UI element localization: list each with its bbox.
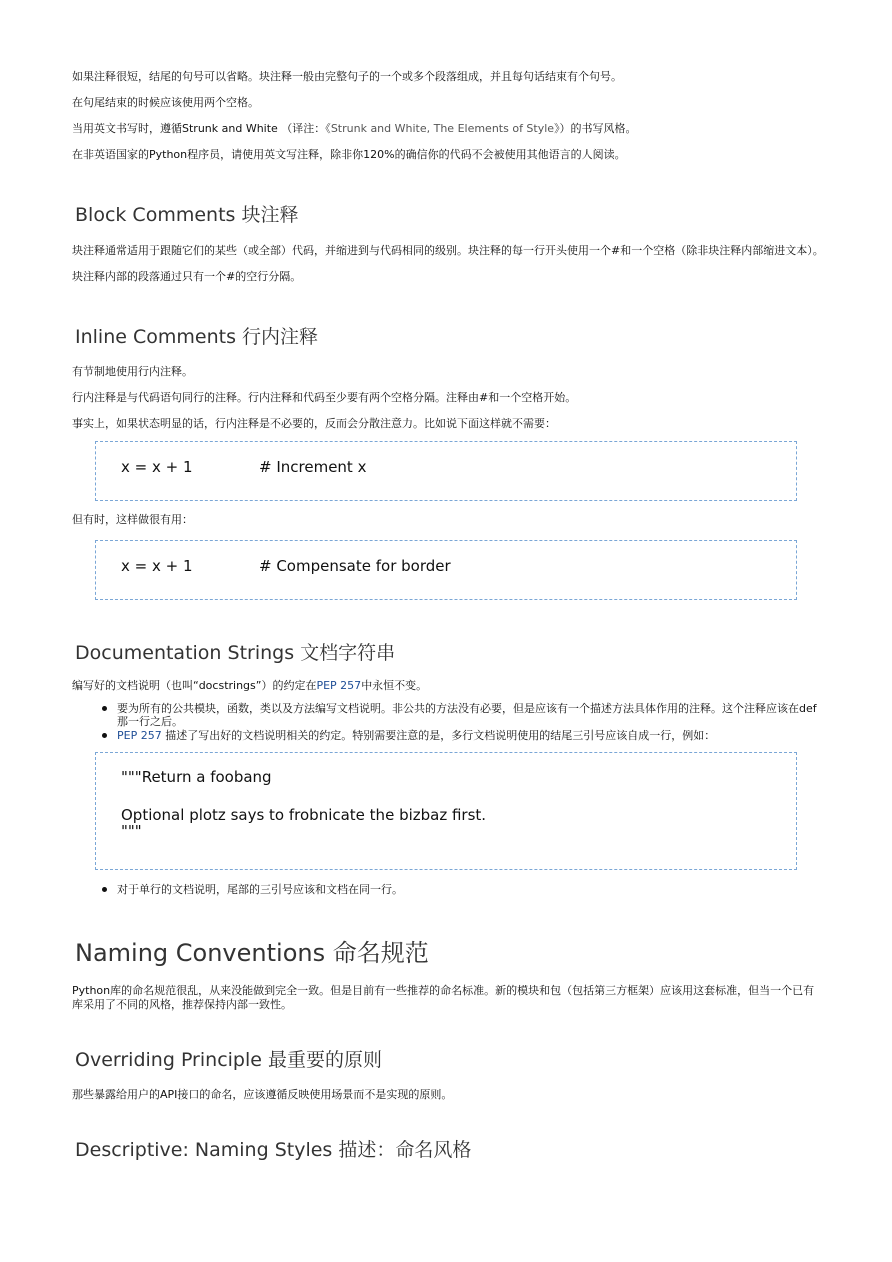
code-block-compensate — [95, 540, 797, 600]
intro-p3-text-end: 》）的书写风格。 — [554, 122, 637, 135]
inline-comments-heading: Inline Comments 行内注释 — [75, 326, 319, 348]
overriding-principle-paragraph: 那些暴露给用户的API接口的命名，应该遵循反映使用场景而不是实现的原则。 — [72, 1088, 453, 1101]
block-comments-heading: Block Comments 块注释 — [75, 204, 299, 226]
naming-styles-heading: Descriptive: Naming Styles 描述：命名风格 — [75, 1139, 472, 1161]
pep-257-link[interactable]: PEP 257 — [117, 729, 162, 742]
pep-257-link[interactable]: PEP 257 — [316, 679, 362, 692]
block-comments-paragraph-1: 块注释通常适用于跟随它们的某些（或全部）代码，并缩进到与代码相同的级别。块注释的每一行开头使用一个#和一个空格（除非块注释内部缩进文本）。 — [72, 244, 824, 257]
code-line: """ — [121, 822, 142, 840]
code-comment: # Compensate for border — [259, 557, 451, 575]
list-item: 对于单行的文档说明，尾部的三引号应该和文档在同一行。 — [72, 883, 824, 896]
intro-paragraph-2: 在句尾结束的时候应该使用两个空格。 — [72, 96, 259, 109]
code-block-docstring — [95, 752, 797, 870]
strunk-white-link[interactable]: Strunk and White, The Elements of Style — [330, 122, 555, 135]
doc-strings-p1-text: 编写好的文档说明（也叫“docstrings”）的约定在 — [72, 679, 317, 692]
inline-comments-paragraph-4: 但有时，这样做很有用： — [72, 513, 193, 526]
document-page — [72, 70, 824, 1162]
naming-conventions-heading: Naming Conventions 命名规范 — [75, 939, 429, 967]
doc-strings-list — [72, 702, 824, 742]
intro-p3-text: 当用英文书写时，遵循Strunk and White （译注：《 — [72, 122, 331, 135]
doc-strings-paragraph-1 — [72, 679, 824, 693]
doc-strings-list-2 — [72, 883, 824, 896]
code-line: Optional plotz says to frobnicate the bizbaz first. — [121, 806, 487, 824]
doc-strings-heading: Documentation Strings 文档字符串 — [75, 642, 396, 664]
block-comments-paragraph-2: 块注释内部的段落通过只有一个#的空行分隔。 — [72, 270, 302, 283]
naming-conventions-paragraph: Python库的命名规范很乱，从来没能做到完全一致。但是目前有一些推荐的命名标准。新的模块和包（包括第三方框架）应该用这套标准，但当一个已有库采用了不同的风格，推荐保持内部一致性。 — [72, 984, 815, 1011]
list-item — [72, 729, 824, 742]
code-statement: x = x + 1 — [121, 557, 193, 575]
intro-paragraph-3 — [72, 122, 824, 136]
doc-strings-p1-text-end: 中永恒不变。 — [361, 679, 428, 692]
intro-paragraph-1: 如果注释很短，结尾的句号可以省略。块注释一般由完整句子的一个或多个段落组成，并且每句话结束有个句号。 — [72, 70, 622, 83]
list-item: 要为所有的公共模块，函数，类以及方法编写文档说明。非公共的方法没有必要，但是应该有一个描述方法具体作用的注释。这个注释应该在def那一行之后。 — [72, 702, 824, 728]
inline-comments-paragraph-2: 行内注释是与代码语句同行的注释。行内注释和代码至少要有两个空格分隔。注释由#和一个空格开始。 — [72, 391, 577, 404]
overriding-principle-heading: Overriding Principle 最重要的原则 — [75, 1049, 382, 1071]
intro-paragraph-4: 在非英语国家的Python程序员，请使用英文写注释，除非你120%的确信你的代码不会被使用其他语言的人阅读。 — [72, 148, 626, 161]
code-comment: # Increment x — [259, 458, 367, 476]
inline-comments-paragraph-3: 事实上，如果状态明显的话，行内注释是不必要的，反而会分散注意力。比如说下面这样就不需要： — [72, 417, 556, 430]
code-line: """Return a foobang — [121, 768, 272, 786]
list-item-text: 描述了写出好的文档说明相关的约定。特别需要注意的是，多行文档说明使用的结尾三引号应该自成一行，例如： — [161, 729, 716, 742]
inline-comments-paragraph-1: 有节制地使用行内注释。 — [72, 365, 193, 378]
code-statement: x = x + 1 — [121, 458, 193, 476]
code-block-increment — [95, 441, 797, 501]
